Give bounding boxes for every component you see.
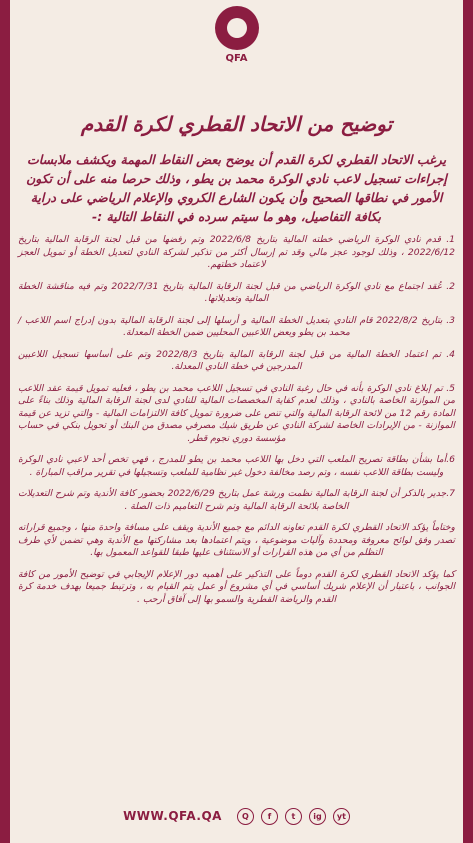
left-frame-border: [0, 0, 10, 843]
paragraph-4: 4. تم اعتماد الخطة المالية من قبل لجنة الرقابة المالية بتاريخ 2022/8/3 وتم على أساسها تسجيل اللاعبين المدرجين في خطة النادي المعدلة.: [18, 348, 455, 372]
youtube-icon[interactable]: yt: [333, 808, 350, 825]
qfa-app-icon[interactable]: Q: [237, 808, 254, 825]
statement-title: توضيح من الاتحاد القطري لكرة القدم: [80, 112, 393, 136]
paragraph-6: 6.أما بشأن بطاقة تصريح الملعب التي دخل بها اللاعب محمد بن يطو للمدرج ، فهي تخص أحد لاعبي نادي الوكرة وليست بطاقة اللاعب نفسه ، وتم رصد مخالفة دخول غير نظامية للملعب وتسجيلها في تقرير مراقب المباراة .: [18, 454, 455, 478]
paragraph-5: 5. تم إبلاغ نادي الوكرة بأنه في حال رغبة النادي في تسجيل اللاعب محمد بن يطو ، فعليه تمويل قيمة عقد اللاعب من الموازنة الخاصة بالنادي ، وذلك لعدم كفاية المخصصات المالية للنادي لدى لجنة الرقابة المالية وذلك بناءً على المادة رقم 12 من لائحة الرقابة المالية والتي تنص على ضرورة تمويل كافة الالتزامات المالية - والتي تزيد عن قيمة الموازنة - من الإيرادات الخاصة لشركة النادي عن طريق شيك مصرفي مصدق من البنك أو تحويل بنكي في حساب مؤسسة دوري نجوم قطر.: [18, 382, 456, 444]
qfa-logo: [207, 6, 267, 76]
twitter-icon[interactable]: t: [285, 808, 302, 825]
paragraph-1: 1. قدم نادي الوكرة الرياضي خطته المالية بتاريخ 2022/6/8 وتم رفضها من قبل لجنة الرقابة المالية بتاريخ 2022/6/12 ، وذلك لوجود عجز مالي وقد تم إرسال أكثر من تذكير لشركة النادي لتعديل الخطة أو تمويل العجز لاعتماد خطتهم.: [18, 234, 455, 270]
statement-body: [18, 150, 455, 615]
facebook-icon[interactable]: f: [261, 808, 278, 825]
qfa-emblem-icon: [215, 6, 259, 50]
instagram-icon[interactable]: ig: [309, 808, 326, 825]
closing-paragraph-1: وختاماً يؤكد الاتحاد القطري لكرة القدم تعاونه الدائم مع جميع الأندية ويقف على مسافة واحدة منها ، وجميع قراراته تصدر وفق لوائح معروفة ومحددة وآليات موضوعية ، ويتم اعتمادها بعد مشاركتها مع الأندية وهي تضمن لأي طرف التظلم من أي من هذه القرارات أو الاستئناف عليها طبقا للقواعد المعمول بها.: [18, 522, 455, 558]
footer: [0, 797, 473, 835]
intro-paragraph: يرغب الاتحاد القطري لكرة القدم أن يوضح بعض النقاط المهمة ويكشف ملابسات إجراءات تسجيل لاعب نادي الوكرة محمد بن يطو ، وذلك حرصا منه على أن تكون الأمور في نطاقها الصحيح وأن يكون الشارع الكروي والإعلام الرياضي على دراية بكافة التفاصيل، وهو ما سيتم سرده في النقاط التالية :-: [26, 152, 447, 224]
paragraph-7: 7.جدير بالذكر أن لجنة الرقابة المالية نظمت ورشة عمل بتاريخ 2022/6/29 بحضور كافة الأندية وتم شرح التعديلات الخاصة بلائحة الرقابة المالية وتم شرح التعاميم ذات الصلة .: [18, 488, 456, 512]
paragraph-2: 2. عُقد اجتماع مع نادي الوكرة الرياضي من قبل لجنة الرقابة المالية بتاريخ 2022/7/31 وتم فيه مناقشة الخطة المالية وتعديلاتها.: [18, 280, 455, 304]
right-frame-border: [463, 0, 473, 843]
closing-paragraph-2: كما يؤكد الاتحاد القطري لكرة القدم دوماً على التذكير على أهميه دور الإعلام الإيجابي في توضيح الأمور من كافة الجوانب ، باعتبار أن الإعلام شريك أساسي في أي مشروع أو عمل يتم القيام به ، وترتبط جميعا بهدف خدمة كرة القدم والرياضة القطرية والسمو بها إلى آفاق أرحب .: [18, 568, 455, 605]
paragraph-3: 3. بتاريخ 2022/8/2 قام النادي بتعديل الخطة المالية و أرسلها إلى لجنة الرقابة المالية بدون إدراج اسم اللاعب /محمد بن يطو وبعض اللاعبين المحليين ضمن الخطة المعدلة.: [18, 314, 455, 338]
logo-text: QFA: [225, 53, 248, 64]
website-link[interactable]: WWW.QFA.QA: [123, 809, 222, 823]
